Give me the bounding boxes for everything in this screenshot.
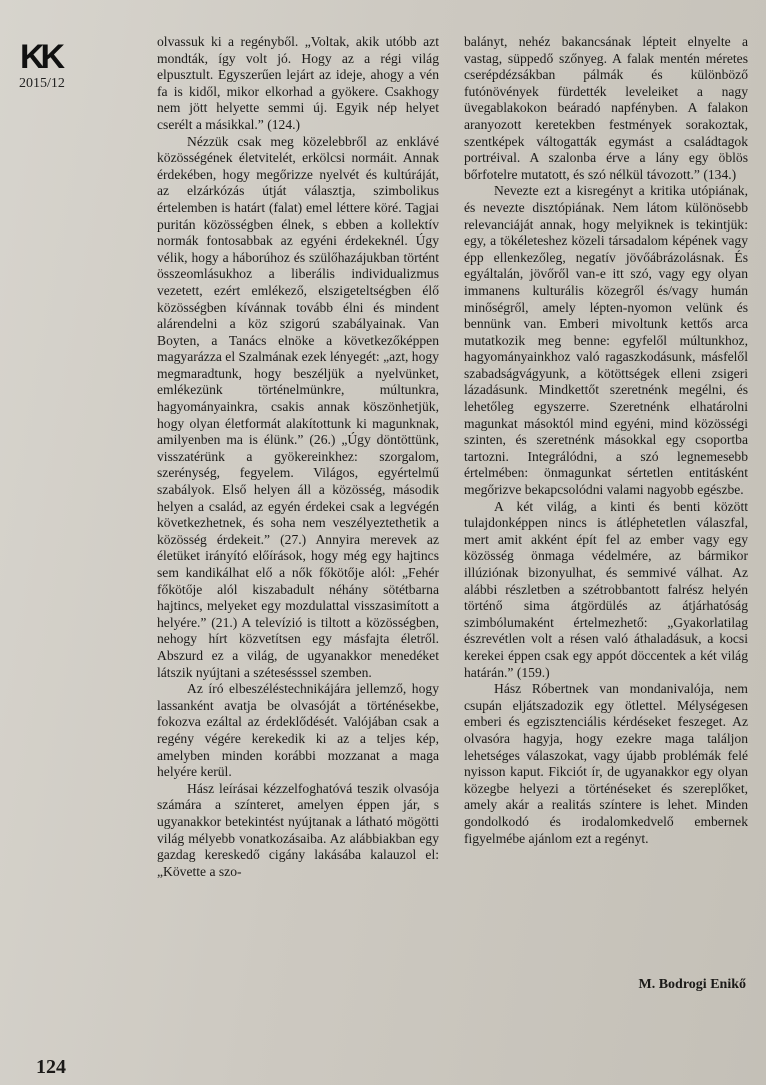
text-column-left	[157, 34, 439, 880]
text-column-right	[464, 34, 748, 847]
paragraph: balányt, nehéz bakancsának lépteit elnyelte a vastag, süppedő szőnyeg. A falak mentén méretes cserépdézsákban pálmák és különböző futónövények fürdették leveleiket a nagy üvegablakokon beáradó napfényben. A falakon aranyozott keretekben festmények sorakoztak, szentképek váltogatták egymást a családtagok portréival. A szalonba érve a lány egy öblös bőrfotelre mutatott, és szó nélkül távozott.” (134.)	[464, 34, 748, 182]
paragraph: olvassuk ki a regényből. „Voltak, akik utóbb azt mondták, így volt jó. Hogy az a régi világ elpusztult. Egyszerűen lejárt az ideje, ahogy a vén fa is kidől, mikor elkorhad a gyökere. Csakhogy nem jött helyette semmi új. Egyik nép helyet cserélt a másikkal.” (124.)	[157, 34, 439, 132]
paragraph: Az író elbeszéléstechnikájára jellemző, hogy lassanként avatja be olvasóját a történésekbe, fokozva ezáltal az érdeklődését. Valójában csak a regény végére kerekedik ki az a teljes kép, amelyben minden korábbi mozzanat a maga helyére kerül.	[157, 681, 439, 780]
paragraph: Nevezte ezt a kisregényt a kritika utópiának, és nevezte disztópiának. Nem látom különösebb relevanciáját annak, hogy melyiknek is tekintjük: egy, a tökéleteshez közeli társadalom képének vagy épp ellenkezőleg, negatív jövőábrázolásnak. És egyáltalán, jövőről van-e itt szó, vagy egy olyan immanens kulturális közegről és/vagy humán minőségről, amely lépten-nyomon velünk és bennünk van. Emberi mivoltunk kettős arca mutatkozik meg benne: egyfelől múltunkhoz, hagyományainkhoz való ragaszkodásunk, másfelől szabadságvágyunk, a kötöttségek elleni zsigeri lázadásunk. Mindkettőt szeretnénk megélni, és lehetőleg egyszerre. Szeretnénk elhatárolni magunkat másoktól mind egyéni, mind közösségi szinten, és szeretnénk másokkal egy csoportba tartozni. Integrálódni, a szó legnemesebb értelmében: önmagunkat sértetlen entitásként megőrizve bekapcsolódni valami nagyobb egészbe.	[464, 183, 748, 498]
magazine-logo: KK	[20, 38, 62, 76]
paragraph: A két világ, a kinti és benti között tulajdonképpen nincs is átléphetetlen válaszfal, mert amit akként épít fel az ember vagy egy közösség önmaga védelmére, az bármikor illúziónak bizonyulhat, és semmivé válhat. Az alábbi részletben a szétrobbantott falrész helyén történő sima átgördülés az átjárhatóság szimbólumaként értelmezhető: „Gyakorlatilag észrevétlen volt a résen való áthaladásuk, a kocsi kerekei éppen csak egy apрót döccentek a két világ határán.” (159.)	[464, 498, 748, 680]
paragraph: Nézzük csak meg közelebbről az enklávé közösségének életvitelét, erkölcsi normáit. Annak érdekében, hogy megőrizze nyelvét és kultúráját, az elzárkózás útját választja, szimbolikus értelemben is határt (falat) emel léttere köré. Tagjai puritán közösségben élnek, s ebben a kollektív normák fontosabbak az egyéni érdekeknél. Úgy vélik, hogy a háborúhoz és szülőhazájukban történt összeomlásukhoz a liberális individualizmus vezetett, ezért emlékező, elszigeteltségben élő közösségben kívánnak tovább élni és mindent alárendelni a köz szigorú szabályainak. Van Boyten, a Tanács elnöke a következőképpen magyarázza el Szalmának ezek lényegét: „azt, hogy megmaradtunk, hogy beszéljük a nyelvünket, emlékezünk történelmünkre, múltunkra, hagyományainkra, csakis annak köszönhetjük, hogy olyan életformát alakítottunk ki magunknak, amilyenben ma is élünk.” (26.) „Úgy döntöttünk, visszatérünk a gyökereinkhez: szorgalom, szerénység, fegyelem. Világos, egyértelmű szabályok. Első helyen áll a közösség, második helyen a család, az egyén érdekei csak a legvégén következhetnek, és soha nem veszélyeztethetik a közösség érdekeit.” (27.) Annyira merevek az életüket irányító előírások, hogy még egy hajtincs sem kandikálhat elő a nők főkötője alól: „Fehér főkötője alól kiszabadult néhány sötétbarna hajtincs, melyeket egy mozdulattal visszasimított a helyére.” (21.) A televízió is tiltott a közösségben, nehogy hírt közvetítsen egy másfajta életről. Abszurd ez a világ, de ugyanakkor menedéket látszik nyújtani a szétesésssel szemben.	[157, 133, 439, 680]
page-number: 124	[36, 1056, 66, 1078]
issue-number: 2015/12	[19, 76, 65, 91]
paragraph: Hász leírásai kézzelfoghatóvá teszik olvasója számára a színteret, amelyen éppen jár, s ugyanakkor betekintést nyújtanak a látható mögötti világ mélyebb vonatkozásaiba. Az alábbiakban egy gazdag kereskedő cigány lakásába kalauzol el: „Követte a szo-	[157, 780, 439, 879]
author-signature: M. Bodrogi Enikő	[638, 977, 746, 992]
paragraph: Hász Róbertnek van mondanivalója, nem csupán eljátszadozik egy ötlettel. Mélységesen emberi és egzisztenciális kérdéseket feszeget. Az olvasóra hagyja, hogy ezekre maga találjon lehetséges válaszokat, vagy újabb problémák felé nyisson kaput. Fikciót ír, de ugyanakkor egy olyan közegbe helyezi a történéseket és szereplőket, amely akár a realitás színtere is lehet. Minden gondolkodó és irodalomkedvelő embernek figyelmébe ajánlom ezt a regényt.	[464, 681, 748, 846]
